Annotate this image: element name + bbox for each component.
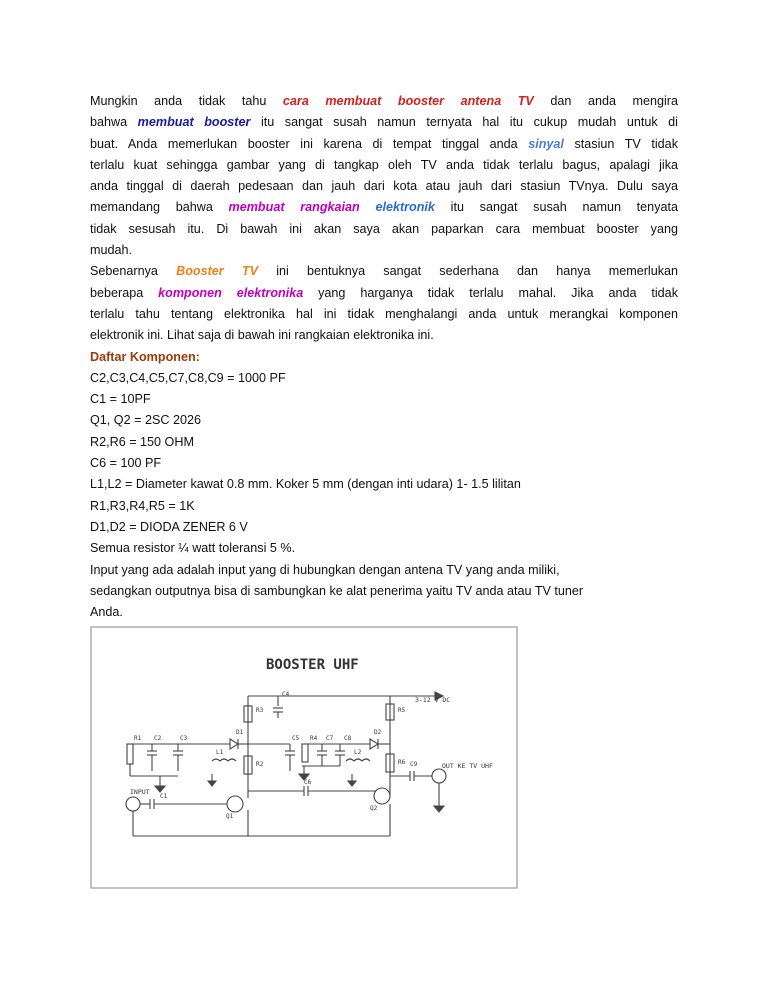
text-segment (360, 200, 376, 214)
components-heading: Daftar Komponen: (90, 349, 200, 364)
keyword-link[interactable]: cara membuat booster antena TV (282, 94, 534, 108)
schematic-component-label: L2 (354, 749, 362, 756)
keyword-link[interactable]: membuat booster (137, 115, 251, 130)
text-line: mudah. (90, 243, 133, 258)
text-segment: dan anda mengira (533, 94, 678, 108)
booster-schematic-figure (90, 626, 518, 889)
keyword-link[interactable]: sinyal (528, 136, 564, 151)
component-item: R2,R6 = 150 OHM (90, 434, 194, 449)
schematic-component-label: R3 (256, 707, 264, 714)
component-item: R1,R3,R4,R5 = 1K (90, 498, 195, 513)
text-segment: stasiun TV tidak (563, 136, 678, 151)
booster-schematic (90, 626, 518, 889)
text-line (90, 155, 678, 176)
text-line (90, 304, 678, 325)
component-list (90, 368, 678, 645)
text-segment: memandang bahwa (90, 200, 229, 215)
component-item: C1 = 10PF (90, 392, 151, 407)
text-segment: terlalu kuat sehingga gambar yang di tangkap oleh TV anda tidak terlalu bagus, apalagi jika (90, 157, 678, 172)
schematic-component-label: C3 (180, 735, 188, 742)
text-segment: Sebenarnya (90, 264, 177, 279)
text-line (90, 261, 678, 282)
article-body (90, 91, 678, 645)
text-line (90, 112, 678, 133)
schematic-output-label: OUT KE TV UHF (442, 762, 493, 770)
text-line: elektronik ini. Lihat saja di bawah ini rangkaian elektronika ini. (90, 328, 434, 343)
schematic-component-label: R5 (398, 707, 406, 714)
text-segment: tidak sesusah itu. Di bawah ini akan saya akan paparkan cara membuat booster yang (90, 221, 678, 236)
component-item: C6 = 100 PF (90, 456, 162, 471)
keyword-link[interactable]: elektronik (375, 200, 435, 215)
schematic-component-label: C7 (326, 735, 334, 742)
intro-paragraph (90, 91, 678, 261)
schematic-component-label: R4 (310, 735, 318, 742)
text-segment: itu sangat susah namun tenyata (434, 200, 678, 215)
component-item: sedangkan outputnya bisa di sambungkan ke alat penerima yaitu TV anda atau TV tuner (90, 583, 584, 598)
schematic-component-label: L1 (216, 749, 224, 756)
schematic-component-label: D2 (374, 729, 382, 736)
schematic-supply-label: 3-12 V DC (415, 696, 451, 704)
schematic-component-label: R1 (134, 735, 142, 742)
component-item: Anda. (90, 605, 123, 620)
schematic-component-label: Q2 (370, 805, 378, 812)
component-item: Input yang ada adalah input yang di hubungkan dengan antena TV yang anda miliki, (90, 562, 560, 577)
component-item: C2,C3,C4,C5,C7,C8,C9 = 1000 PF (90, 370, 286, 385)
text-segment: Mungkin anda tidak tahu (90, 94, 283, 108)
text-line (90, 219, 678, 240)
schematic-component-label: C9 (410, 761, 418, 768)
schematic-component-label: C6 (304, 779, 312, 786)
text-segment: bahwa (90, 115, 138, 130)
text-line (90, 134, 678, 155)
component-item: L1,L2 = Diameter kawat 0.8 mm. Koker 5 mm (dengan inti udara) 1- 1.5 lilitan (90, 477, 521, 492)
component-item: Semua resistor ¼ watt toleransi 5 %. (90, 541, 296, 556)
schematic-component-label: Q1 (226, 813, 234, 820)
text-segment: itu sangat susah namun ternyata hal itu cukup mudah untuk di (250, 115, 678, 130)
text-line (90, 197, 678, 218)
text-segment: anda tinggal di daerah pedesaan dan jauh dari kota atau jauh dari stasiun TVnya. Dulu saya (90, 179, 678, 194)
component-item: D1,D2 = DIODA ZENER 6 V (90, 519, 248, 534)
schematic-input-label: INPUT (130, 788, 150, 796)
schematic-title: BOOSTER UHF (266, 657, 359, 673)
text-segment: ini bentuknya sangat sederhana dan hanya memerlukan (258, 264, 679, 279)
component-item: Q1, Q2 = 2SC 2026 (90, 413, 201, 428)
keyword-link[interactable]: Booster TV (176, 264, 258, 279)
schematic-component-label: C8 (344, 735, 352, 742)
schematic-component-label: R6 (398, 759, 406, 766)
text-line (90, 176, 678, 197)
schematic-component-label: R2 (256, 761, 264, 768)
schematic-component-label: C5 (292, 735, 300, 742)
text-line (90, 91, 678, 112)
schematic-component-label: C2 (154, 735, 162, 742)
schematic-component-label: D1 (236, 729, 244, 736)
keyword-link[interactable]: komponen elektronika (158, 285, 304, 300)
text-line (90, 283, 678, 304)
text-segment: yang harganya tidak terlalu mahal. Jika anda tidak (303, 285, 678, 300)
text-segment: beberapa (90, 285, 159, 300)
text-segment: buat. Anda memerlukan booster ini karena di tempat tinggal anda (90, 136, 529, 151)
text-segment: terlalu tahu tentang elektronika hal ini tidak menghalangi anda untuk merangkai komponen (90, 306, 678, 321)
schematic-component-label: C4 (282, 691, 290, 698)
booster-description-paragraph (90, 261, 678, 346)
schematic-component-label: C1 (160, 793, 168, 800)
keyword-link[interactable]: membuat rangkaian (228, 200, 360, 215)
